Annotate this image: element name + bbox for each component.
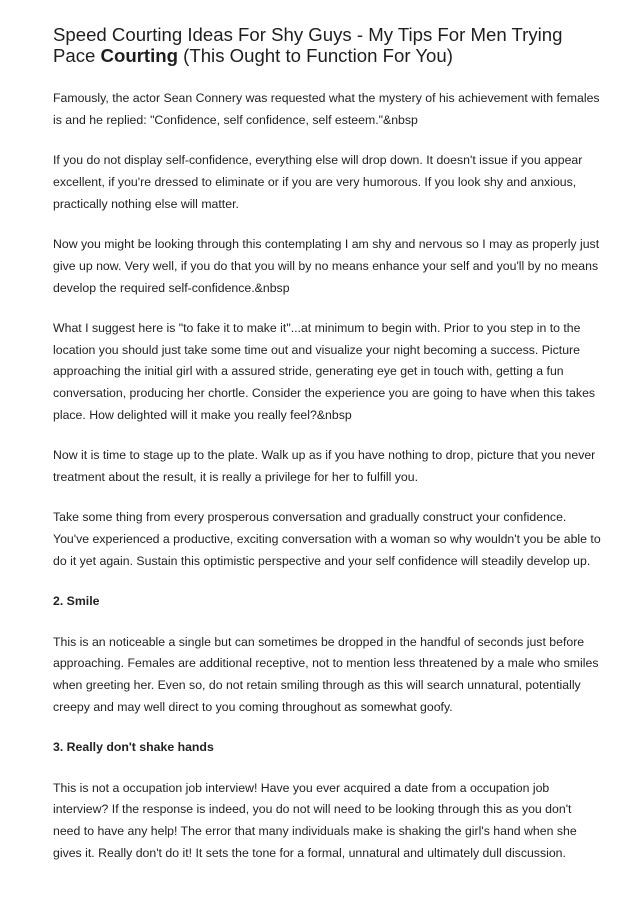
paragraph-shake-hands: This is not a occupation job interview! Have you ever acquired a date from a occupation job interview? If the response is indeed, you do not will need to be looking through this as you don't need to have any help! The error that many individuals make is shaking the girl's hand when she gives it. Really don't do it! It sets the tone for a formal, unnatural and ultimately dull discussion. bbox=[53, 780, 577, 861]
title-bold-word: Courting bbox=[100, 45, 178, 66]
paragraph-smile: This is an noticeable a single but can sometimes be dropped in the handful of seconds just before approaching. Females are additional receptive, not to mention less threatened by a male who smiles when greeting her. Even so, do not retain smiling through as this will search unnatural, potentially creepy and may well direct to you coming throughout as somewhat goofy. bbox=[53, 634, 599, 715]
paragraph-intro: Famously, the actor Sean Connery was requested what the mystery of his achievement with females is and he replied: "Confidence, self confidence, self esteem."&nbsp bbox=[53, 91, 600, 127]
document-title bbox=[53, 24, 601, 66]
paragraph-build-confidence: Take some thing from every prosperous conversation and gradually construct your confidence. You've experienced a productive, exciting conversation with a woman so why wouldn't you be able to do it yet again. Sustain this optimistic perspective and your self confidence will steadily develop up. bbox=[53, 510, 601, 569]
paragraph-fake-it: What I suggest here is "to fake it to make it"...at minimum to begin with. Prior to you step in to the location you should just take some time out and visualize your night becoming a success. Picture approaching the initial girl with a assured stride, generating eye get in touch with, getting a fun conversation, producing her chortle. Consider the experience you are going to have when this takes place. How delighted will it make you really feel?&nbsp bbox=[53, 320, 596, 423]
section-heading-shake-hands: 3. Really don't shake hands bbox=[53, 740, 214, 755]
title-part-2: (This Ought to Function For You) bbox=[178, 45, 453, 66]
paragraph-confidence: If you do not display self-confidence, everything else will drop down. It doesn't issue if you appear excellent, if you're dressed to eliminate or if you are very humorous. If you look shy and anxious, practically nothing else will matter. bbox=[53, 153, 583, 211]
paragraph-shy: Now you might be looking through this contemplating I am shy and nervous so I may as properly just give up now. Very well, if you do that you will by no means enhance your self and you'll by no means develop the required self-confidence.&nbsp bbox=[53, 236, 600, 295]
title-part-1: Speed Courting Ideas For Shy Guys - My Tips For Men Trying Pace bbox=[53, 24, 563, 66]
document-page bbox=[53, 24, 601, 883]
section-heading-smile: 2. Smile bbox=[53, 594, 100, 609]
paragraph-step-up: Now it is time to stage up to the plate. Walk up as if you have nothing to drop, picture that you never treatment about the result, it is really a privilege for her to fulfill you. bbox=[53, 448, 596, 485]
